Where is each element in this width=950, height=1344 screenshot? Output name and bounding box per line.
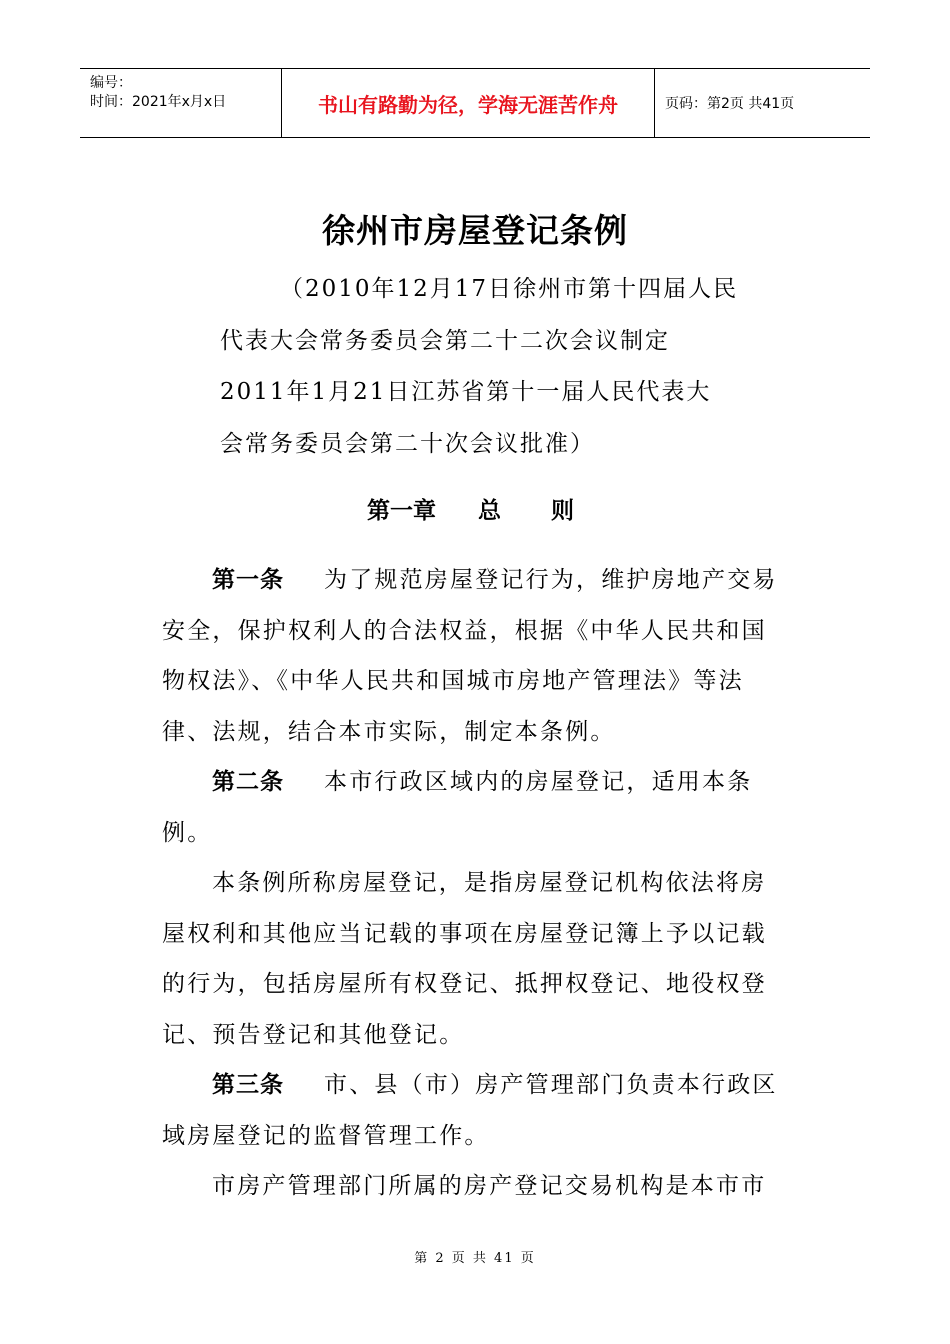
document-title: 徐州市房屋登记条例 [322, 211, 628, 250]
article-3-line-1: 第三条 市、县（市）房产管理部门负责本行政区 [212, 1072, 778, 1098]
number-label: 编号： [90, 75, 132, 91]
article-1-line-1: 第一条 为了规范房屋登记行为，维护房地产交易 [212, 567, 778, 593]
article-1-label: 第一条 [212, 567, 284, 593]
note-line-2: 代表大会常务委员会第二十二次会议制定 [220, 328, 670, 354]
article-1-line-4: 律、法规，结合本市实际，制定本条例。 [162, 718, 616, 745]
chapter-title-char-1: 总 [478, 498, 501, 524]
header-page-label: 页码：第2页 共41页 [665, 96, 795, 112]
article-2-label: 第二条 [212, 769, 284, 795]
chapter-title-char-2: 则 [551, 498, 574, 524]
page-footer: 第 2 页 共 41 页 [414, 1251, 536, 1266]
note-line-3: 2011年1月21日江苏省第十一届人民代表大 [220, 379, 712, 405]
paragraph-3-line-4: 记、预告登记和其他登记。 [162, 1021, 465, 1048]
article-1-line-2: 安全，保护权利人的合法权益，根据《中华人民共和国 [162, 617, 767, 644]
header-meta [80, 69, 282, 137]
paragraph-5-line-1: 市房产管理部门所属的房产登记交易机构是本市市 [212, 1173, 767, 1199]
chapter-heading [367, 492, 574, 525]
paragraph-3-line-3: 的行为，包括房屋所有权登记、抵押权登记、地役权登 [162, 971, 767, 997]
paragraph-3-line-1: 本条例所称房屋登记，是指房屋登记机构依法将房 [212, 870, 767, 896]
header-motto: 书山有路勤为径，学海无涯苦作舟 [282, 69, 655, 137]
article-2-line-1: 第二条 本市行政区域内的房屋登记，适用本条 [212, 769, 753, 795]
article-2-line-2: 例。 [162, 819, 213, 846]
page-header [80, 68, 870, 138]
time-label: 时间：2021年x月x日 [90, 94, 227, 110]
article-3-line-2: 域房屋登记的监督管理工作。 [162, 1122, 490, 1149]
note-line-4: 会常务委员会第二十次会议批准） [220, 431, 595, 457]
article-3-label: 第三条 [212, 1072, 284, 1098]
paragraph-3-line-2: 屋权利和其他应当记载的事项在房屋登记簿上予以记载 [162, 920, 767, 947]
article-1-line-3: 物权法》、《中华人民共和国城市房地产管理法》等法 [162, 668, 744, 694]
document-body [162, 555, 792, 1212]
note-line-1: （2010年12月17日徐州市第十四届人民 [280, 276, 739, 302]
chapter-number: 第一章 [367, 498, 436, 524]
